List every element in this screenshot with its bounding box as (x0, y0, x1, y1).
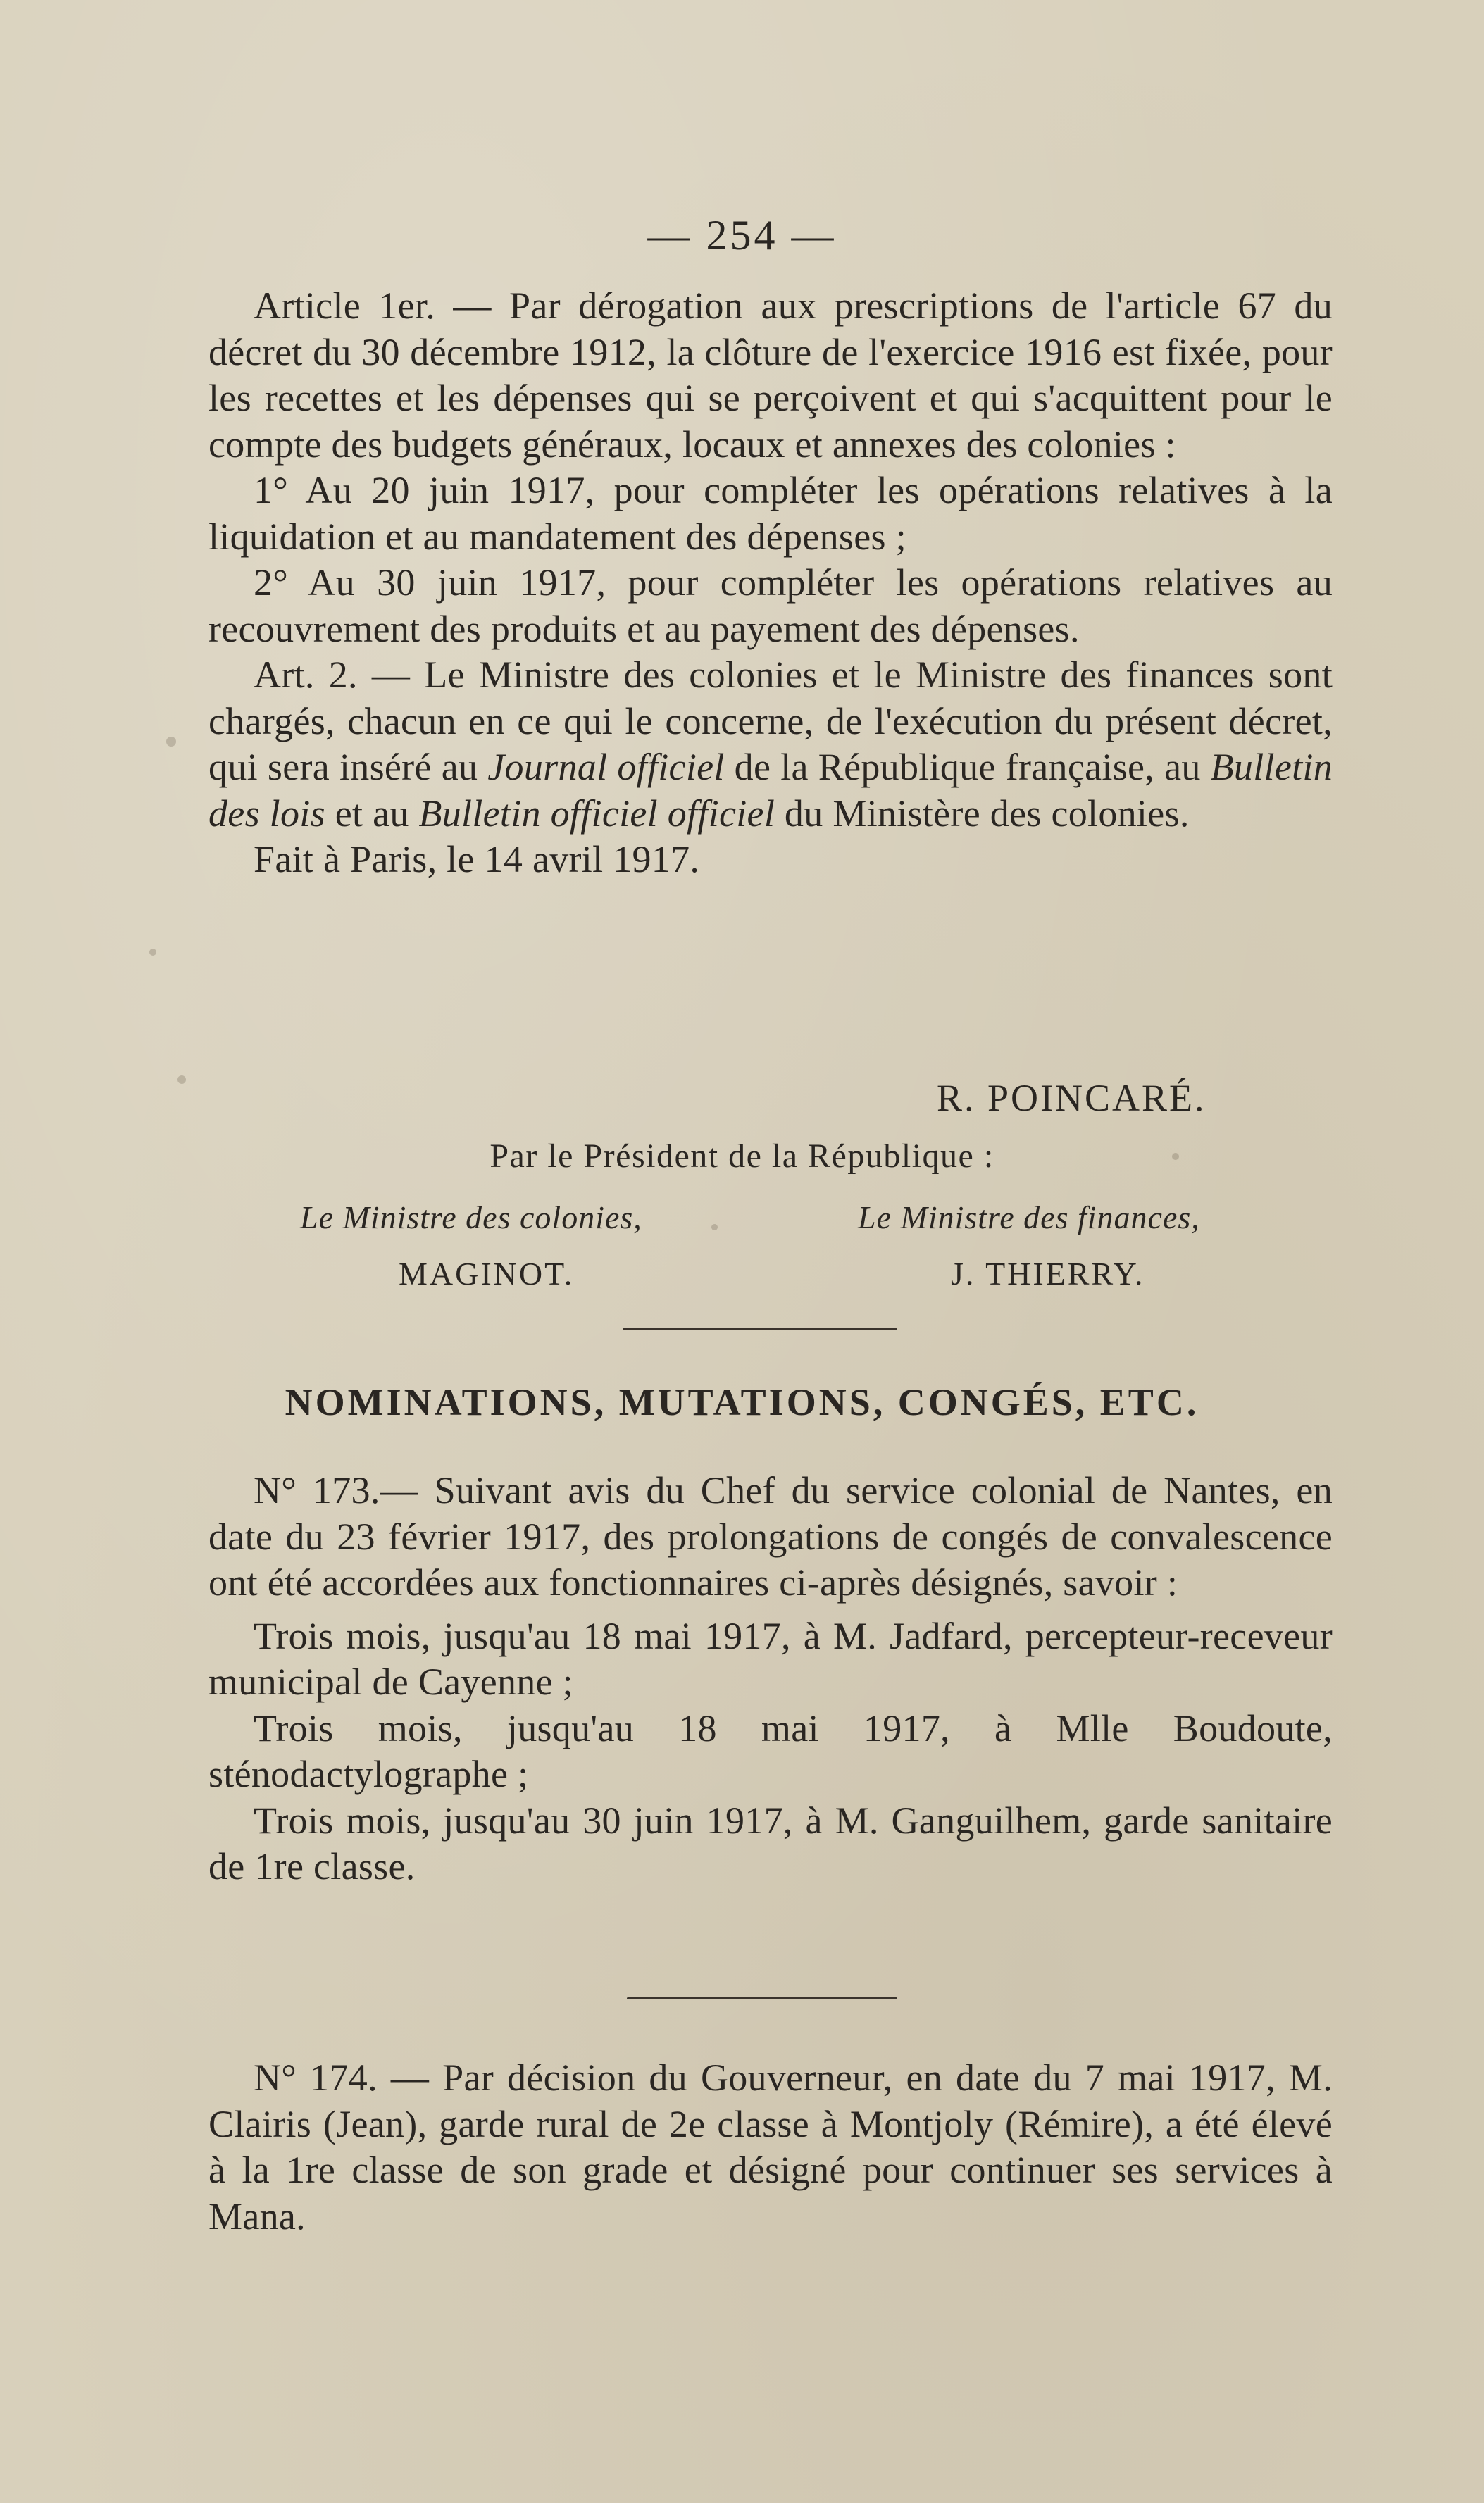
paper-speck (149, 949, 156, 956)
article-1-paragraph: Article 1er. — Par dérogation aux prescriptions de l'article 67 du décret du 30 décembre 1912, la clôture de l'exercice 1916 est fixée, pour les recettes et les dépenses qui se perçoivent et qui s'acquittent pour le compte des budgets généraux, locaux et annexes des colonies : (208, 285, 1333, 466)
article-2-text-middle: de la République française, au (724, 746, 1211, 788)
section-divider (623, 1328, 897, 1330)
notice-173-item-2: Trois mois, jusqu'au 18 mai 1917, à Mlle Boudoute, sténodactylographe ; (208, 1706, 1333, 1795)
notice-174-block (208, 2055, 1333, 2240)
paper-speck (177, 1075, 186, 1084)
journal-officiel-title: Journal officiel (487, 746, 725, 788)
article-2-text-end: du Ministère des colonies. (775, 792, 1190, 835)
minister-colonies-name: MAGINOT. (399, 1256, 575, 1292)
paper-speck (711, 1224, 718, 1230)
minister-finances-name: J. THIERRY. (951, 1256, 1145, 1292)
notice-173-item-1: Trois mois, jusqu'au 18 mai 1917, à M. Jadfard, percepteur-receveur municipal de Cayenne ; (208, 1614, 1333, 1703)
article-1-point-1: 1° Au 20 juin 1917, pour compléter les opérations relatives à la liquidation et au mandatement des dépenses ; (208, 469, 1333, 558)
minister-finances-title: Le Ministre des finances, (858, 1199, 1200, 1235)
bulletin-des-lois-title: Bulletin des lois (208, 746, 1333, 835)
notice-divider (627, 1997, 897, 1999)
page-number: — 254 — (647, 212, 837, 258)
section-heading: NOMINATIONS, MUTATIONS, CONGÉS, ETC. (285, 1381, 1199, 1423)
signature-intro: Par le Président de la République : (490, 1137, 994, 1175)
paper-speck (166, 737, 176, 747)
nominations-text (208, 1468, 1333, 1890)
bulletin-officiel-title: Bulletin officiel officiel (418, 792, 775, 835)
done-at-line: Fait à Paris, le 14 avril 1917. (254, 838, 700, 880)
decree-text (208, 283, 1333, 883)
article-2-text-start: Art. 2. — Le Ministre des colonies et le Ministre des finances sont chargés, chacun en ce qui le concerne, de l'exécution du présent décret, qui sera inséré au (208, 654, 1333, 788)
notice-174: N° 174. — Par décision du Gouverneur, en date du 7 mai 1917, M. Clairis (Jean), garde rural de 2e classe à Montjoly (Rémire), a été élevé à la 1re classe de son grade et désigné pour continuer ses services à Mana. (208, 2056, 1333, 2237)
article-1-point-2: 2° Au 30 juin 1917, pour compléter les opérations relatives au recouvrement des produits et au payement des dépenses. (208, 561, 1333, 650)
minister-colonies-title: Le Ministre des colonies, (300, 1199, 642, 1235)
article-2-paragraph (208, 652, 1333, 837)
president-signature: R. POINCARÉ. (937, 1077, 1206, 1119)
notice-173: N° 173.— Suivant avis du Chef du service colonial de Nantes, en date du 23 février 1917, des prolongations de congés de convalescence ont été accordées aux fonctionnaires ci-après désignés, savoir : (208, 1469, 1333, 1604)
notice-173-item-3: Trois mois, jusqu'au 30 juin 1917, à M. Ganguilhem, garde sanitaire de 1re classe. (208, 1799, 1333, 1887)
article-2-text-and: et au (325, 792, 419, 835)
